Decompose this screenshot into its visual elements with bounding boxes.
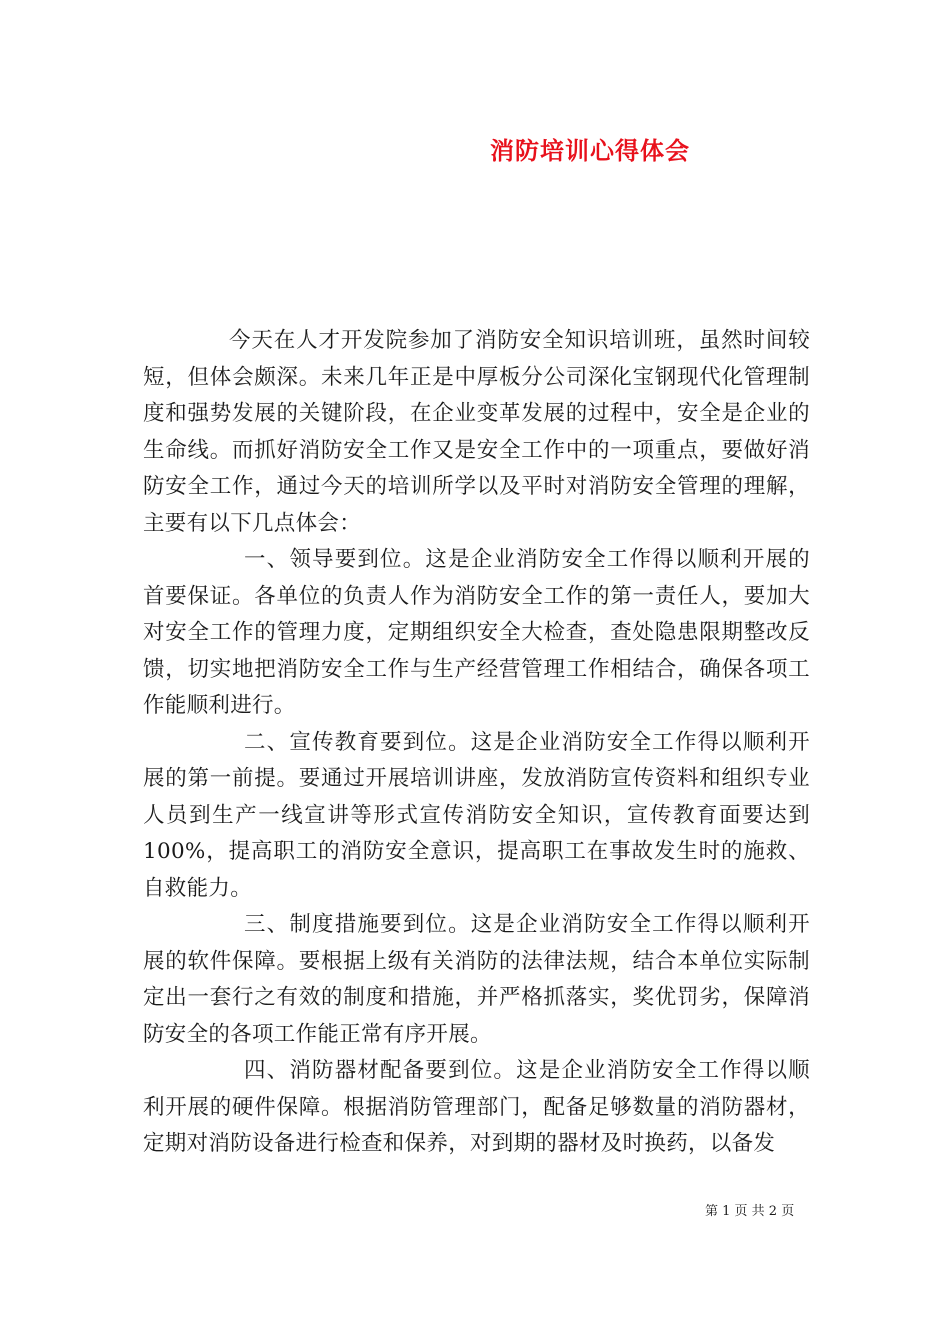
intro-paragraph: 今天在人才开发院参加了消防安全知识培训班，虽然时间较短，但体会颇深。未来几年正是中厚板分公司深化宝钢现代化管理制度和强势发展的关键阶段，在企业变革发展的过程中，安全是企业的生命线。而抓好消防安全工作又是安全工作中的一项重点，要做好消防安全工作，通过今天的培训所学以及平时对消防安全管理的理解，主要有以下几点体会： xyxy=(143,328,810,536)
section-paragraph-measures: 三、制度措施要到位。这是企业消防安全工作得以顺利开展的软件保障。要根据上级有关消防的法律法规，结合本单位实际制定出一套行之有效的制度和措施，并严格抓落实，奖优罚劣，保障消防安全的各项工作能正常有序开展。 xyxy=(143,912,810,1047)
section-paragraph-leadership: 一、领导要到位。这是企业消防安全工作得以顺利开展的首要保证。各单位的负责人作为消防安全工作的第一责任人，要加大对安全工作的管理力度，定期组织安全大检查，查处隐患限期整改反馈，切实地把消防安全工作与生产经营管理工作相结合，确保各项工作能顺利进行。 xyxy=(143,547,810,718)
page-number: 第 1 页 共 2 页 xyxy=(705,1204,795,1219)
document-title: 消防培训心得体会 xyxy=(490,136,690,165)
section-paragraph-education: 二、宣传教育要到位。这是企业消防安全工作得以顺利开展的第一前提。要通过开展培训讲座，发放消防宣传资料和组织专业人员到生产一线宣讲等形式宣传消防安全知识，宣传教育面要达到100%，提高职工的消防安全意识，提高职工在事故发生时的施救、自救能力。 xyxy=(143,729,810,901)
section-paragraph-equipment: 四、消防器材配备要到位。这是企业消防安全工作得以顺利开展的硬件保障。根据消防管理部门，配备足够数量的消防器材，定期对消防设备进行检查和保养，对到期的器材及时换药，以备发 xyxy=(143,1058,810,1156)
document-body xyxy=(143,323,810,1163)
